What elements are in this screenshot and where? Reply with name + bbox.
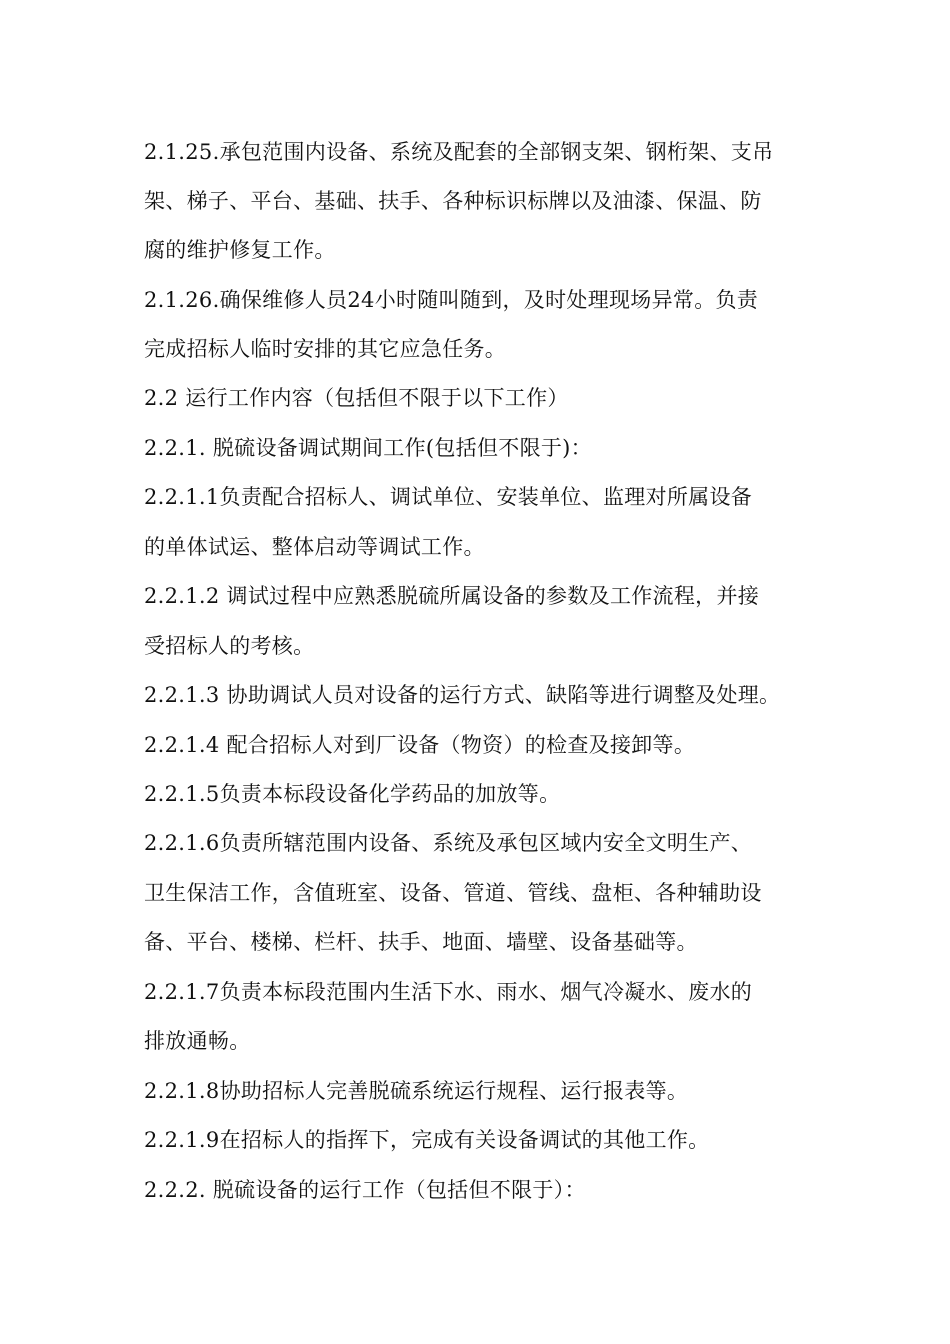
text-line: 2.1.25.承包范围内设备、系统及配套的全部钢支架、钢桁架、支吊 <box>144 140 774 164</box>
text-line: 卫生保洁工作，含值班室、设备、管道、管线、盘柜、各种辅助设 <box>144 881 762 905</box>
text-line: 备、平台、楼梯、栏杆、扶手、地面、墙壁、设备基础等。 <box>144 930 698 954</box>
text-line: 2.2.1.1负责配合招标人、调试单位、安装单位、监理对所属设备 <box>144 485 753 509</box>
text-line: 的单体试运、整体启动等调试工作。 <box>144 535 485 559</box>
text-line: 2.2.1.5负责本标段设备化学药品的加放等。 <box>144 782 561 806</box>
text-line: 受招标人的考核。 <box>144 634 315 658</box>
text-line: 2.2.1.7负责本标段范围内生活下水、雨水、烟气冷凝水、废水的 <box>144 980 753 1004</box>
text-line: 完成招标人临时安排的其它应急任务。 <box>144 337 507 361</box>
subsection-heading: 2.2.2. 脱硫设备的运行工作（包括但不限于）： <box>144 1178 586 1202</box>
section-heading: 2.2 运行工作内容（包括但不限于以下工作） <box>144 386 569 410</box>
text-line: 2.2.1.8协助招标人完善脱硫系统运行规程、运行报表等。 <box>144 1079 689 1103</box>
text-line: 2.2.1.9在招标人的指挥下，完成有关设备调试的其他工作。 <box>144 1128 710 1152</box>
text-line: 排放通畅。 <box>144 1029 251 1053</box>
text-line: 2.2.1.3 协助调试人员对设备的运行方式、缺陷等进行调整及处理。 <box>144 683 781 707</box>
text-line: 2.2.1.6负责所辖范围内设备、系统及承包区域内安全文明生产、 <box>144 831 753 855</box>
text-line: 2.2.1.4 配合招标人对到厂设备（物资）的检查及接卸等。 <box>144 733 696 757</box>
text-line: 2.1.26.确保维修人员24小时随叫随到，及时处理现场异常。负责 <box>144 288 759 312</box>
text-line: 架、梯子、平台、基础、扶手、各种标识标牌以及油漆、保温、防 <box>144 189 762 213</box>
text-line: 2.2.1.2 调试过程中应熟悉脱硫所属设备的参数及工作流程，并接 <box>144 584 760 608</box>
subsection-heading: 2.2.1. 脱硫设备调试期间工作(包括但不限于)： <box>144 436 592 460</box>
text-line: 腐的维护修复工作。 <box>144 238 336 262</box>
